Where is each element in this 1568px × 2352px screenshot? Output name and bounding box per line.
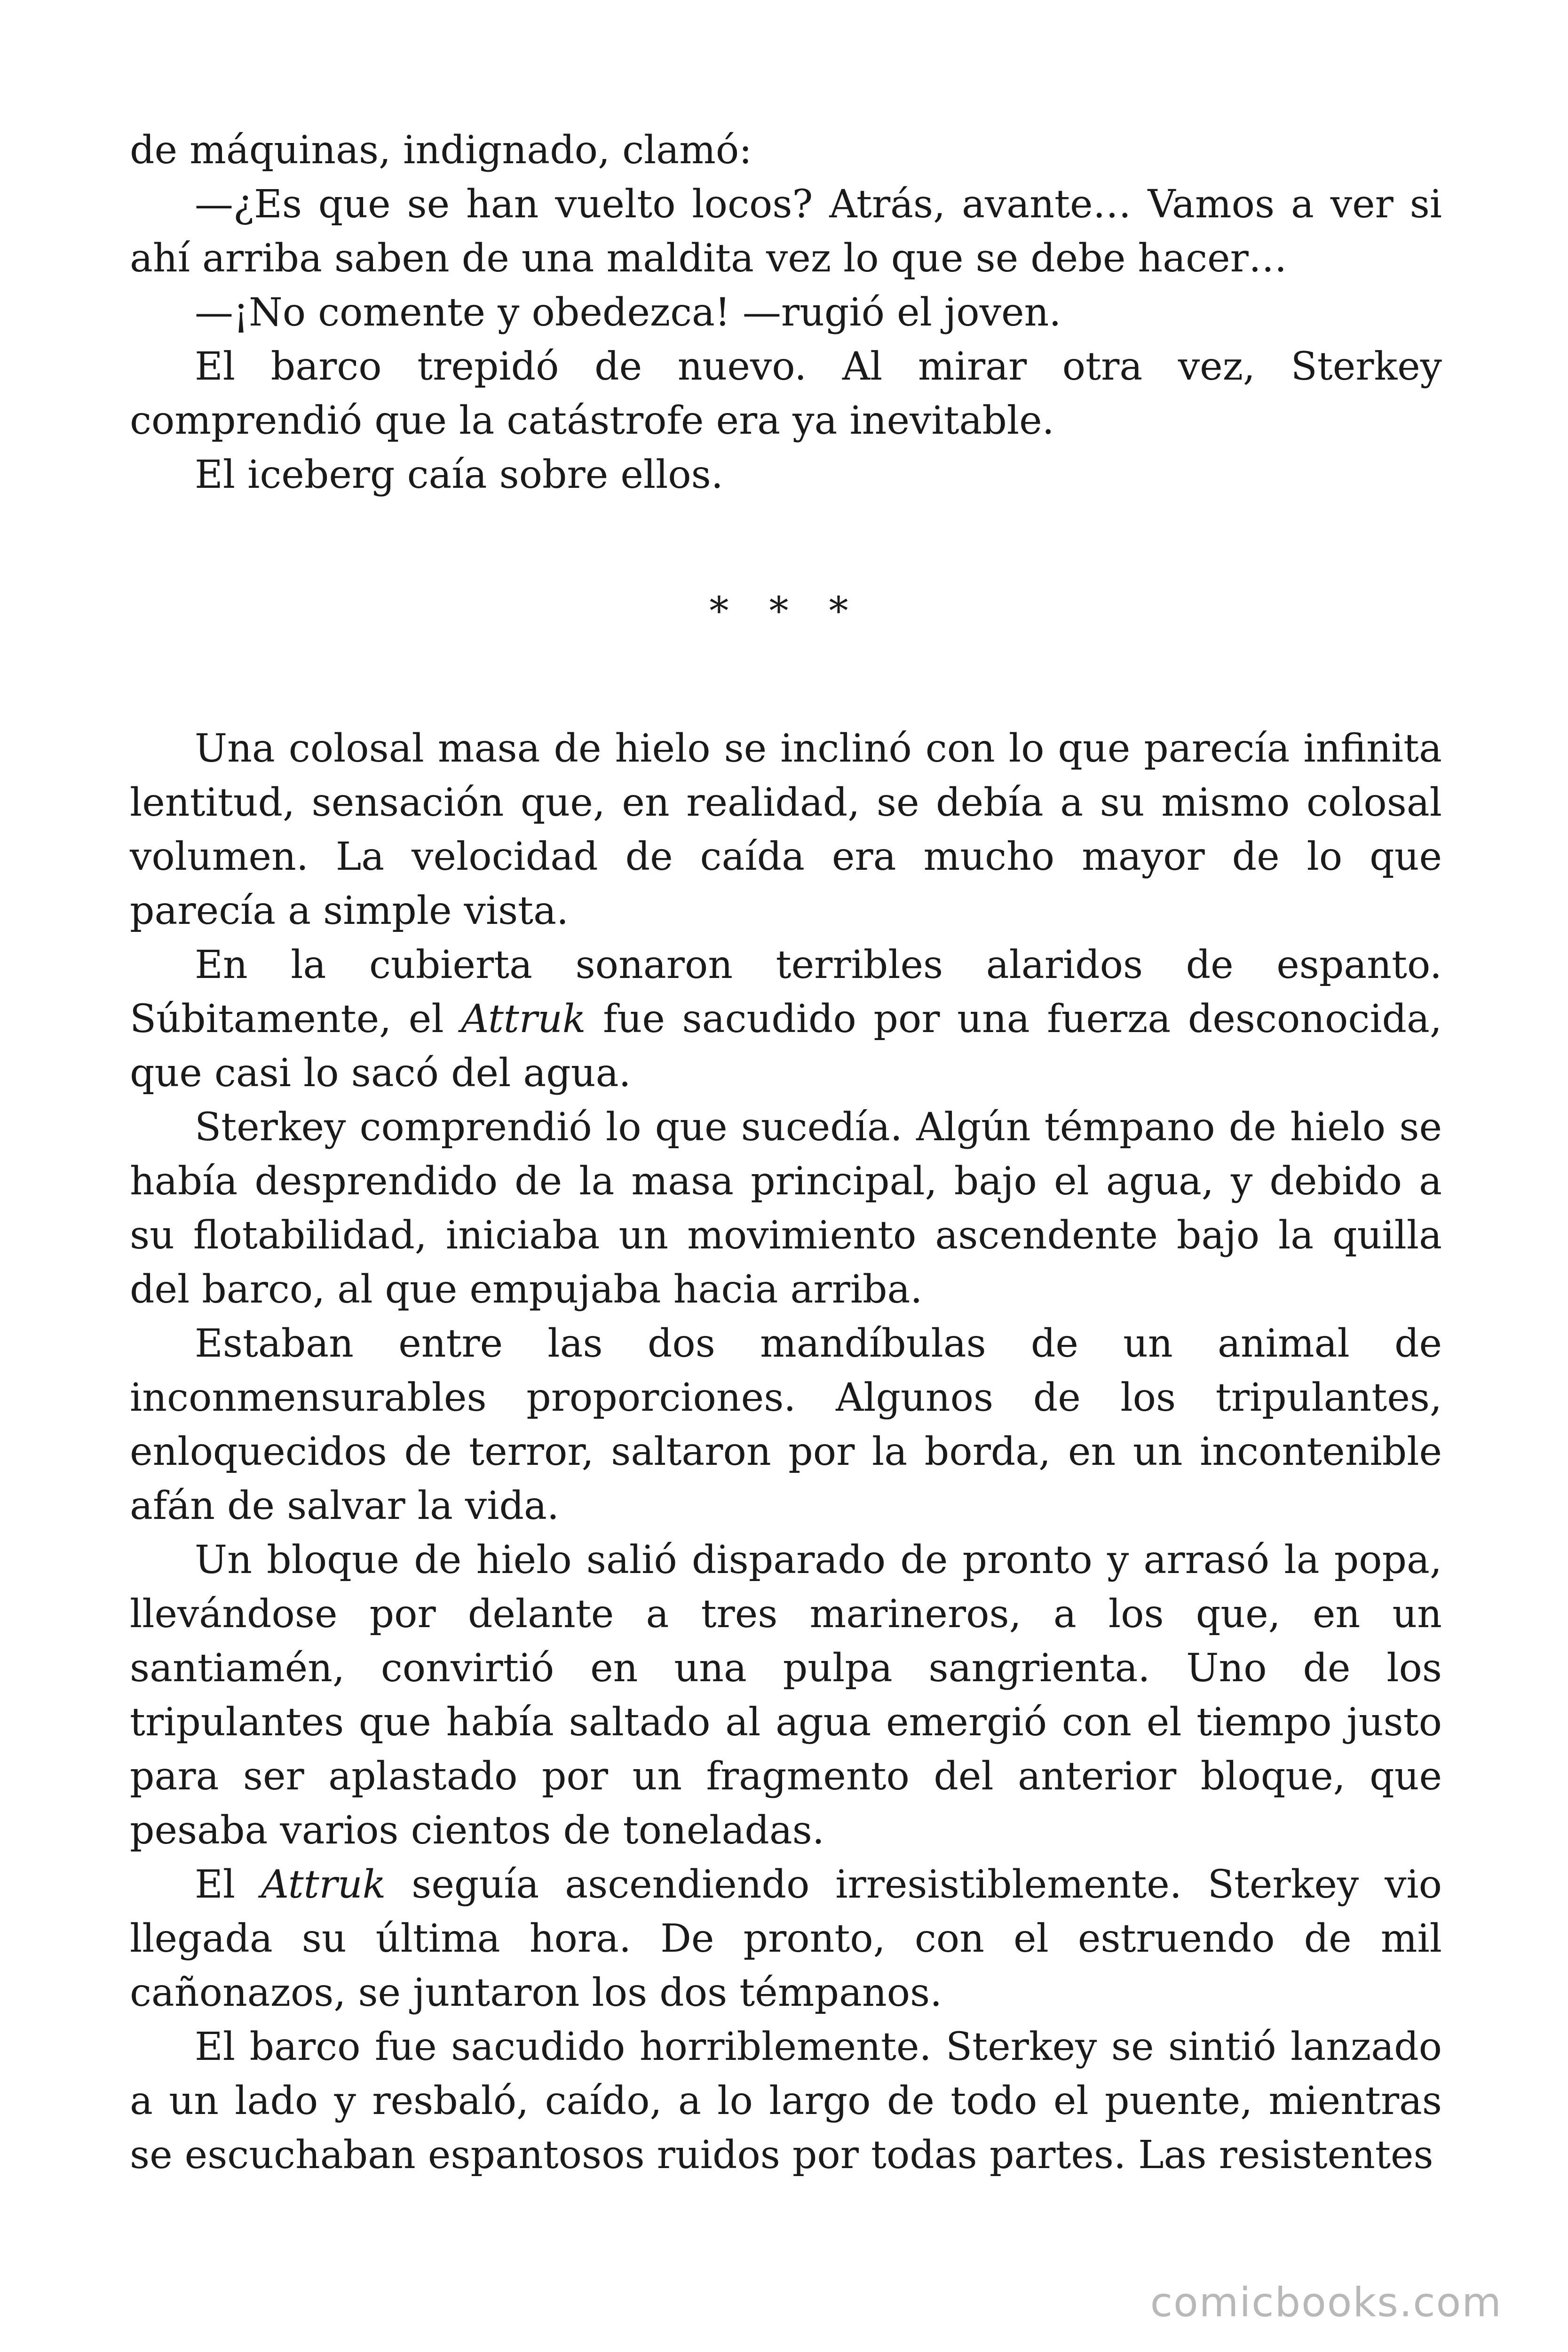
watermark: comicbooks.com (1150, 2279, 1502, 2326)
scene-break-asterisks: * * * (709, 589, 863, 634)
paragraph (130, 938, 1442, 1100)
paragraph: —¿Es que se han vuelto locos? Atrás, avante… Vamos a ver si ahí arriba saben de una maldita vez lo que se debe hacer… (130, 182, 1442, 281)
paragraph: El barco fue sacudido horriblemente. Sterkey se sintió lanzado a un lado y resbaló, caído, a lo largo de todo el puente, mientras se escuchaban espantosos ruidos por todas partes. Las resistentes (130, 2025, 1442, 2177)
text-run: El (195, 1862, 261, 1907)
paragraph: Sterkey comprendió lo que sucedía. Algún témpano de hielo se había desprendido de la masa principal, bajo el agua, y debido a su flotabilidad, iniciaba un movimiento ascendente bajo la quilla del barco, al que empujaba hacia arriba. (130, 1105, 1442, 1312)
ship-name-italic: Attruk (261, 1862, 386, 1907)
ship-name-italic: Attruk (461, 997, 586, 1041)
section-before-break (130, 123, 1442, 502)
paragraph (130, 1858, 1442, 2020)
text-run: En la cubierta sonaron terribles alaridos de espanto. Súbitamente, el (130, 943, 1442, 1041)
paragraph: El iceberg caía sobre ellos. (195, 453, 723, 497)
section-after-break (130, 722, 1442, 2182)
text-run: seguía ascendiendo irresistiblemente. Sterkey vio llegada su última hora. De pronto, con el estruendo de mil cañonazos, se juntaron los dos témpanos. (130, 1862, 1442, 2015)
paragraph: Una colosal masa de hielo se inclinó con lo que parecía infinita lentitud, sensación que, en realidad, se debía a su mismo colosal volumen. La velocidad de caída era mucho mayor de lo que parecía a simple vista. (130, 726, 1442, 933)
paragraph: El barco trepidó de nuevo. Al mirar otra vez, Sterkey comprendió que la catástrofe era ya inevitable. (130, 344, 1442, 443)
paragraph: de máquinas, indignado, clamó: (130, 128, 752, 173)
paragraph: Estaban entre las dos mandíbulas de un animal de inconmensurables proporciones. Algunos de los tripulantes, enloquecidos de terror, saltaron por la borda, en un incontenible afán de salvar la vida. (130, 1321, 1442, 1528)
paragraph: Un bloque de hielo salió disparado de pronto y arrasó la popa, llevándose por delante a tres marineros, a los que, en un santiamén, convirtió en una pulpa sangrienta. Uno de los tripulantes que había saltado al agua emergió con el tiempo justo para ser aplastado por un fragmento del anterior bloque, que pesaba varios cientos de toneladas. (130, 1538, 1442, 1853)
paragraph: —¡No comente y obedezca! —rugió el joven. (195, 290, 1061, 335)
text-run: fue sacudido por una fuerza desconocida, que casi lo sacó del agua. (130, 997, 1442, 1096)
